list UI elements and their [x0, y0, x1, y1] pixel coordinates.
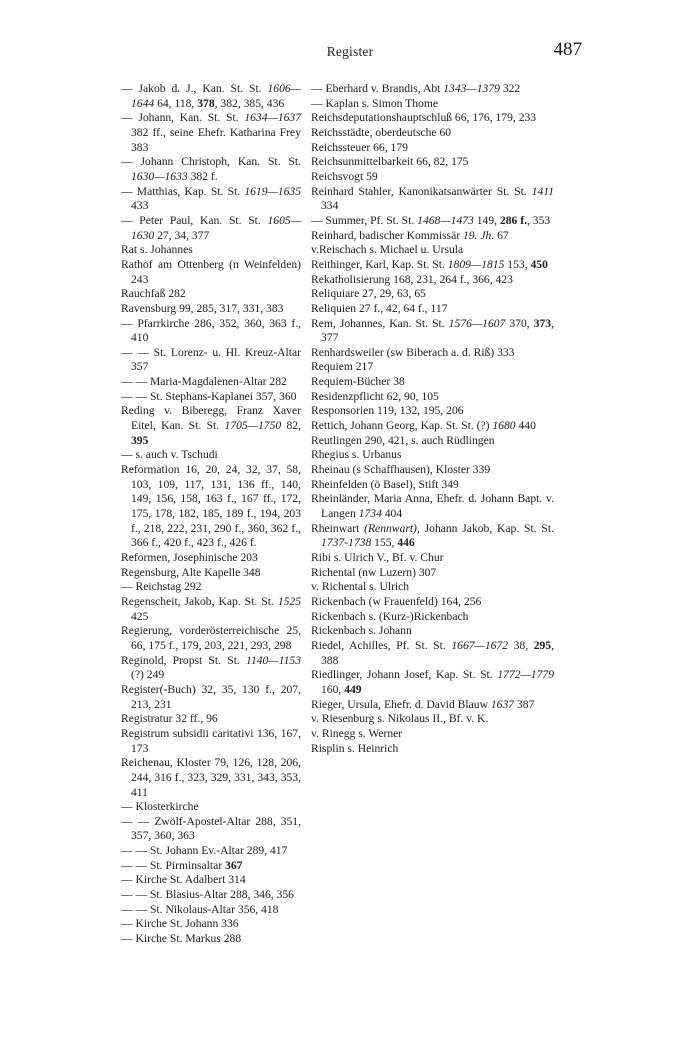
entry-text: — Kirche St. Markus 288 — [121, 932, 242, 946]
entry-main-ref: 450 — [530, 257, 548, 271]
entry-text: Rickenbach s. Johann — [311, 624, 412, 638]
entry-text: Rheinau (s Schaffhausen), Kloster 339 — [311, 463, 491, 477]
entry-date: 1680 — [492, 419, 516, 433]
entry-text: Rieger, Ursula, Ehefr. d. David Blauw — [311, 697, 491, 711]
entry-date: (Rennwart), — [364, 521, 420, 535]
entry-text: Reformen, Josephinische 203 — [121, 551, 258, 564]
index-entry — [121, 595, 301, 624]
index-entry — [121, 463, 301, 551]
index-entry — [311, 639, 554, 668]
index-entry — [121, 580, 301, 595]
entry-text: — Klosterkirche — [121, 800, 199, 814]
index-entry — [121, 287, 301, 302]
entry-text: — Johann, Kan. St. St. — [121, 111, 245, 125]
entry-text: Rathof am Ottenberg (n Weinfelden) 243 — [121, 257, 301, 286]
index-entry — [311, 551, 554, 566]
entry-text: Requiem-Bücher 38 — [311, 375, 405, 389]
entry-text: Rauchfaß 282 — [121, 287, 186, 301]
entry-text: 440 — [515, 419, 536, 433]
entry-text: 387 — [514, 697, 535, 711]
entry-text: — — Zwölf-Apostel-Altar 288, 351, 357, 360, 363 — [121, 814, 301, 843]
entry-text: — Reichstag 292 — [121, 580, 202, 594]
entry-text: Reinhard, badischer Kommissär — [311, 228, 463, 242]
entry-text: Reformation 16, 20, 24, 32, 37, 58, 103, 109, 117, 131, 136 ff., 140, 149, 156, 158, 163 f., 167 ff., 172, 175, 178, 182, 185, 189 f., 194, 203 f., 218, 222, 231, 290 f., 360, 362 f., 366 f., 420 f., 423 f., 426 f. — [121, 463, 301, 550]
entry-text: — Kirche St. Johann 336 — [121, 917, 239, 931]
entry-date: 1525 — [277, 594, 301, 608]
index-entry — [311, 742, 554, 757]
index-entry — [311, 390, 554, 405]
index-entry — [311, 478, 554, 493]
entry-main-ref: 286 f. — [499, 213, 527, 227]
entry-date: 1809—1815 — [447, 257, 505, 271]
entry-text: v. Rinegg s. Werner — [311, 726, 403, 740]
index-entry — [121, 800, 301, 815]
entry-date: 1619—1635 — [244, 184, 301, 198]
entry-text: Regierung, vorderösterreichische 25, 66, 175 f., 179, 203, 221, 293, 298 — [121, 624, 301, 652]
index-column-left — [121, 82, 301, 947]
entry-text: Rettich, Johann Georg, Kap. St. St. (?) — [311, 419, 493, 433]
entry-main-ref: 373 — [533, 316, 552, 330]
entry-text: 382 f. — [187, 169, 218, 183]
index-entry — [311, 317, 554, 346]
entry-date: 1637 — [490, 697, 515, 711]
entry-text: Residenzpflicht 62, 90, 105 — [311, 389, 439, 403]
entry-text: Rheinländer, Maria Anna, Ehefr. d. Johann Bapt. v. Langen — [311, 492, 554, 521]
entry-text: 38, — [508, 638, 534, 652]
entry-date: 1705—1750 — [224, 419, 282, 433]
entry-text: 370, — [505, 316, 534, 330]
entry-text: Reichsdeputationshauptschluß 66, 176, 179, 233 — [311, 111, 537, 125]
entry-text: 334 — [321, 199, 339, 213]
entry-date: 1630—1633 — [131, 169, 188, 183]
entry-text: v. Riesenburg s. Nikolaus II., Bf. v. K. — [311, 712, 489, 726]
index-entry — [121, 317, 301, 346]
entry-text: Rem, Johannes, Kan. St. St. — [311, 316, 449, 330]
index-entry — [121, 903, 301, 918]
entry-text: — Johann Christoph, Kan. St. St. — [121, 155, 301, 169]
index-entry — [121, 712, 301, 727]
index-entry — [311, 448, 554, 463]
index-entry — [121, 185, 301, 214]
entry-main-ref: 295 — [533, 638, 552, 652]
index-entry — [311, 243, 554, 258]
entry-text: Rickenbach (w Frauenfeld) 164, 256 — [311, 594, 482, 608]
entry-text: 160, — [321, 682, 345, 696]
index-entry — [311, 97, 554, 112]
index-entry — [121, 932, 301, 947]
entry-text: 27, 34, 377 — [154, 228, 210, 242]
entry-main-ref: 378 — [197, 96, 215, 110]
entry-date: 1605—1630 — [131, 213, 301, 242]
entry-text: — — St. Nikolaus-Altar 356, 418 — [121, 902, 279, 916]
entry-text: v.Reischach s. Michael u. Ursula — [311, 243, 464, 257]
entry-date: 1737-1738 — [321, 536, 372, 550]
index-entry — [311, 522, 554, 551]
index-entry — [311, 141, 554, 156]
running-head: Register — [326, 44, 374, 59]
index-entry — [311, 360, 554, 375]
entry-text: Reichssteuer 66, 179 — [311, 140, 408, 154]
entry-text: Registrum subsidii caritativi 136, 167, 173 — [121, 726, 301, 755]
entry-text: — Peter Paul, Kan. St. St. — [121, 213, 268, 227]
entry-text: Renhardsweiler (sw Biberach a. d. Riß) 333 — [311, 345, 515, 359]
index-entry — [121, 859, 301, 874]
index-entry — [121, 111, 301, 155]
entry-text: — — St. Stephans-Kaplanei 357, 360 — [121, 389, 297, 403]
index-entry — [311, 492, 554, 521]
index-entry — [311, 185, 554, 214]
index-entry — [121, 214, 301, 243]
index-entry — [311, 727, 554, 742]
entry-text: Reliquien 27 f., 42, 64 f., 117 — [311, 301, 448, 315]
entry-text: Register(-Buch) 32, 35, 130 f., 207, 213, 231 — [121, 682, 301, 711]
index-entry — [311, 712, 554, 727]
index-entry — [311, 126, 554, 141]
entry-text: , 377 — [321, 316, 554, 345]
entry-text: 433 — [131, 199, 149, 213]
entry-text: Reithinger, Karl, Kap. St. St. — [311, 257, 448, 271]
entry-text: Rickenbach s. (Kurz-)Rickenbach — [311, 609, 469, 623]
entry-text: Regensburg, Alte Kapelle 348 — [121, 565, 261, 579]
index-entry — [121, 448, 301, 463]
entry-text: Registratur 32 ff., 96 — [121, 712, 218, 726]
entry-text: , 382, 385, 436 — [214, 96, 285, 110]
index-entry — [121, 551, 301, 566]
index-entry — [311, 668, 554, 697]
index-entry — [311, 434, 554, 449]
entry-text: — — St. Blasius-Altar 288, 346, 356 — [121, 888, 294, 902]
entry-text: Richental (nw Luzern) 307 — [311, 565, 437, 579]
entry-text: — Jakob d. J., Kan. St. St. — [121, 82, 268, 95]
index-entry — [121, 624, 301, 653]
entry-text: 425 — [131, 609, 149, 623]
entry-text: Reichsvogt 59 — [311, 169, 378, 183]
entry-text: Reichsstädte, oberdeutsche 60 — [311, 125, 452, 139]
entry-text: — Matthias, Kap. St. St. — [121, 184, 245, 198]
entry-text: Rhegius s. Urbanus — [311, 448, 402, 462]
index-entry — [311, 595, 554, 610]
entry-text: Reichsunmittelbarkeit 66, 82, 175 — [311, 155, 469, 169]
entry-date: 1772—1779 — [497, 668, 554, 682]
entry-text: — — Maria-Magdalenen-Altar 282 — [121, 375, 287, 389]
index-entry — [311, 404, 554, 419]
index-entry — [311, 155, 554, 170]
index-entry — [311, 580, 554, 595]
entry-date: 1576—1607 — [448, 316, 506, 330]
entry-text: Responsorien 119, 132, 195, 206 — [311, 404, 464, 418]
entry-date: 1140—1153 — [246, 653, 301, 667]
entry-text: — Kaplan s. Simon Thome — [311, 96, 438, 110]
entry-text: Rheinfelden (ö Basel), Stift 349 — [311, 477, 459, 491]
index-entry — [311, 624, 554, 639]
entry-main-ref: 446 — [397, 536, 415, 550]
index-entry — [121, 155, 301, 184]
entry-text: 64, 118, — [154, 96, 198, 110]
index-entry — [121, 346, 301, 375]
index-entry — [121, 727, 301, 756]
index-entry — [121, 654, 301, 683]
entry-text: — — St. Lorenz- u. Hl. Kreuz-Altar 357 — [121, 345, 301, 374]
index-entry — [311, 111, 554, 126]
entry-text: Reliquiare 27, 29, 63, 65 — [311, 287, 426, 301]
entry-text: Rekatholisierung 168, 231, 264 f., 366, 423 — [311, 272, 513, 286]
entry-text: Riedel, Achilles, Pf. St. St. — [311, 638, 452, 652]
index-column-right — [311, 82, 554, 756]
index-entry — [311, 258, 554, 273]
entry-text: — — St. Johann Ev.-Altar 289, 417 — [121, 844, 288, 858]
index-entry — [121, 683, 301, 712]
index-entry — [121, 302, 301, 317]
index-entry — [311, 566, 554, 581]
index-entry — [121, 873, 301, 888]
entry-text: Riedlinger, Johann Josef, Kap. St. St. — [311, 668, 498, 682]
index-entry — [311, 698, 554, 713]
entry-main-ref: 367 — [225, 858, 243, 872]
entry-text: Regenscheit, Jakob, Kap. St. St. — [121, 594, 278, 608]
index-entry — [311, 610, 554, 625]
entry-main-ref: 395 — [131, 433, 149, 447]
entry-text: 322 — [499, 82, 521, 95]
index-entry — [311, 463, 554, 478]
entry-text: 82, — [281, 419, 301, 433]
index-entry — [311, 302, 554, 317]
entry-text: Reinhard Stahler, Kanonikatsanwärter St. St. — [311, 184, 532, 198]
entry-text: Reichenau, Kloster 79, 126, 128, 206, 244, 316 f., 323, 329, 331, 343, 353, 411 — [121, 756, 301, 799]
entry-text: , 388 — [321, 638, 554, 667]
index-entry — [121, 243, 301, 258]
entry-text: Ribi s. Ulrich V., Bf. v. Chur — [311, 551, 444, 564]
entry-text: Rheinwart — [311, 521, 365, 535]
entry-text: (?) 249 — [131, 668, 165, 682]
entry-date: 1667—1672 — [451, 638, 509, 652]
entry-date: 19. Jh. — [462, 228, 495, 242]
index-entry — [311, 287, 554, 302]
index-entry — [121, 815, 301, 844]
entry-text: , 353 — [527, 213, 551, 227]
index-entry — [311, 346, 554, 361]
entry-date: 1734 — [358, 507, 382, 521]
index-entry — [311, 375, 554, 390]
entry-date: 1468—1473 — [417, 213, 474, 227]
entry-text: Reding v. Biberegg, Franz Xaver Eitel, Kan. St. St. — [121, 404, 301, 433]
entry-text: 382 ff., seine Ehefr. Katharina Frey 383 — [131, 125, 301, 154]
entry-text: — Kirche St. Adalbert 314 — [121, 873, 246, 887]
entry-text: Requiem 217 — [311, 360, 374, 374]
index-entry — [121, 375, 301, 390]
index-entry — [121, 888, 301, 903]
entry-text: 155, — [371, 536, 398, 550]
index-entry — [121, 404, 301, 448]
index-entry — [311, 229, 554, 244]
entry-date: 1343—1379 — [443, 82, 500, 95]
entry-text: Rat s. Johannes — [121, 243, 193, 257]
entry-text: Ravensburg 99, 285, 317, 331, 383 — [121, 301, 284, 315]
entry-text: Reutlingen 290, 421, s. auch Rüdlingen — [311, 433, 495, 447]
entry-date: 1606—1644 — [131, 82, 301, 110]
entry-text: 153, — [504, 257, 531, 271]
entry-text: 404 — [381, 507, 403, 521]
entry-text: — s. auch v. Tschudi — [121, 448, 218, 462]
entry-text: — Summer, Pf. St. St. — [311, 213, 418, 227]
index-entry — [121, 844, 301, 859]
index-entry — [121, 566, 301, 581]
index-entry — [311, 82, 554, 97]
index-entry — [121, 82, 301, 111]
index-entry — [121, 917, 301, 932]
index-entry — [311, 273, 554, 288]
entry-date: 1634—1637 — [244, 111, 301, 125]
entry-text: 67 — [494, 228, 509, 242]
index-entry — [121, 390, 301, 405]
entry-text: — Pfarrkirche 286, 352, 360, 363 f., 410 — [121, 316, 301, 345]
entry-text: 149, — [473, 213, 500, 227]
entry-date: 1411 — [531, 184, 554, 198]
page-number: 487 — [553, 39, 582, 60]
entry-text: — Eberhard v. Brandis, Abt — [311, 82, 444, 95]
index-entry — [121, 756, 301, 800]
index-entry — [311, 214, 554, 229]
entry-text: — — St. Pirminsaltar — [121, 858, 226, 872]
index-entry — [121, 258, 301, 287]
entry-text: v. Richental s. Ulrich — [311, 580, 410, 594]
index-entry — [311, 170, 554, 185]
entry-main-ref: 449 — [344, 682, 362, 696]
entry-text: Reginold, Propst St. St. — [121, 653, 247, 667]
index-entry — [311, 419, 554, 434]
entry-text: Johann Jakob, Kap. St. St. — [419, 521, 554, 535]
entry-text: Risplin s. Heinrich — [311, 741, 399, 755]
